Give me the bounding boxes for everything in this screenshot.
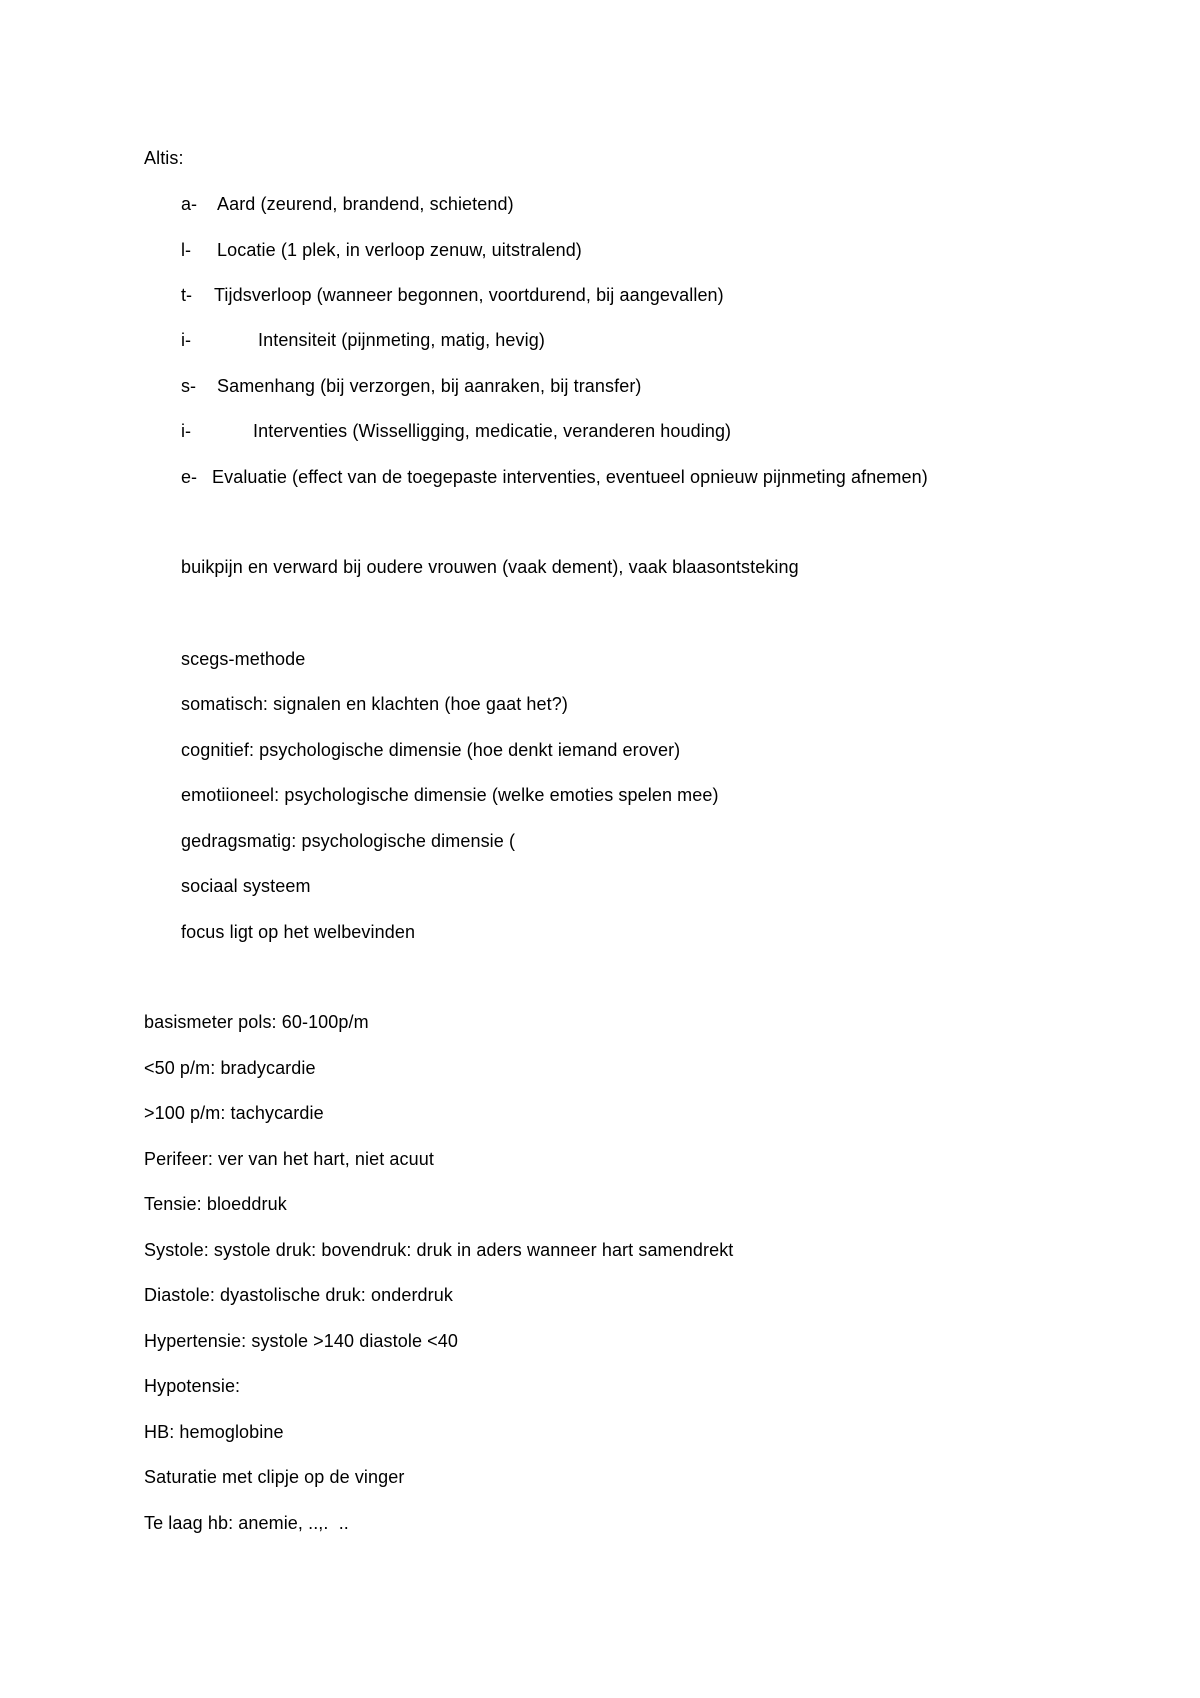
section-heading-altis: Altis: [144, 148, 184, 168]
list-marker: l- [181, 240, 191, 260]
list-item-text: Samenhang (bij verzorgen, bij aanraken, bij transfer) [217, 376, 642, 396]
list-marker: t- [181, 285, 192, 305]
note-paragraph: buikpijn en verward bij oudere vrouwen (vaak dement), vaak blaasontsteking [181, 557, 799, 577]
vitals-line: Tensie: bloeddruk [144, 1194, 287, 1214]
list-marker: s- [181, 376, 196, 396]
scegs-line: scegs-methode [181, 649, 306, 669]
scegs-line: focus ligt op het welbevinden [181, 922, 416, 942]
vitals-line: Te laag hb: anemie, ..,. .. [144, 1513, 349, 1533]
vitals-line: >100 p/m: tachycardie [144, 1103, 324, 1123]
vitals-line: Hypertensie: systole >140 diastole <40 [144, 1331, 458, 1351]
vitals-line: Perifeer: ver van het hart, niet acuut [144, 1149, 434, 1169]
list-marker: i- [181, 421, 191, 441]
vitals-line: Hypotensie: [144, 1376, 241, 1396]
list-item-text: Intensiteit (pijnmeting, matig, hevig) [258, 330, 545, 350]
vitals-line: Diastole: dyastolische druk: onderdruk [144, 1285, 453, 1305]
list-marker: a- [181, 194, 198, 214]
list-item-text: Aard (zeurend, brandend, schietend) [217, 194, 514, 214]
list-item-text: Tijdsverloop (wanneer begonnen, voortdurend, bij aangevallen) [214, 285, 724, 305]
list-marker: i- [181, 330, 191, 350]
scegs-line: somatisch: signalen en klachten (hoe gaat het?) [181, 694, 568, 714]
list-item-text: Evaluatie (effect van de toegepaste interventies, eventueel opnieuw pijnmeting afnemen) [212, 467, 928, 487]
scegs-line: gedragsmatig: psychologische dimensie ( [181, 831, 516, 851]
vitals-line: Saturatie met clipje op de vinger [144, 1467, 405, 1487]
scegs-line: cognitief: psychologische dimensie (hoe denkt iemand erover) [181, 740, 681, 760]
vitals-line: Systole: systole druk: bovendruk: druk in aders wanneer hart samendrekt [144, 1240, 734, 1260]
list-item-text: Interventies (Wisselligging, medicatie, veranderen houding) [253, 421, 732, 441]
list-item-text: Locatie (1 plek, in verloop zenuw, uitstralend) [217, 240, 582, 260]
vitals-line: basismeter pols: 60-100p/m [144, 1012, 369, 1032]
vitals-line: <50 p/m: bradycardie [144, 1058, 316, 1078]
scegs-line: emotiioneel: psychologische dimensie (welke emoties spelen mee) [181, 785, 719, 805]
list-marker: e- [181, 467, 198, 487]
scegs-line: sociaal systeem [181, 876, 311, 896]
vitals-line: HB: hemoglobine [144, 1422, 284, 1442]
